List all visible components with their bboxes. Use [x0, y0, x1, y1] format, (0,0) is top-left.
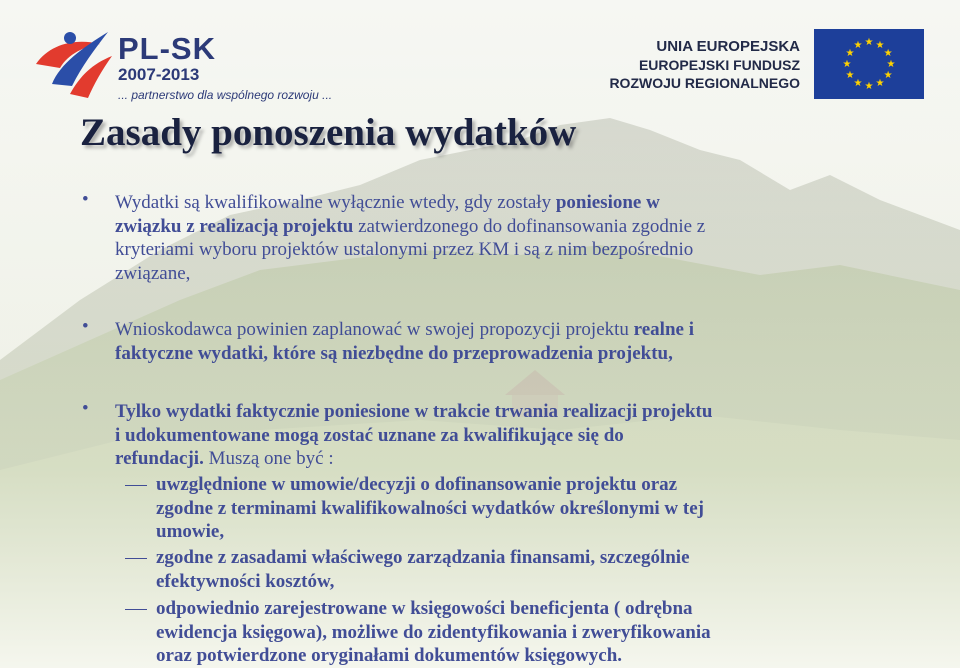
- logo-tagline: ... partnerstwo dla wspólnego rozwoju ...: [118, 88, 333, 102]
- logo-title: PL-SK: [118, 31, 216, 66]
- dash-marker: [125, 609, 147, 610]
- bullet-dot: •: [82, 316, 89, 337]
- eu-star-icon: ★: [886, 59, 896, 70]
- bullet-3-text: Tylko wydatki faktycznie poniesione w trakcie trwania realizacji projektu i udokumentowane mogą zostać uznane za kwalifikujące się do refundacji. Muszą one być :: [115, 401, 713, 469]
- subitem-3: odpowiednio zarejestrowane w księgowości beneficjenta ( odrębna ewidencja księgowa), możliwe do zidentyfikowania i zweryfikowania oraz potwierdzone oryginałami dokumentów księgowych.: [156, 598, 711, 666]
- dash-marker: [125, 485, 147, 486]
- bullet-1-text: Wydatki są kwalifikowalne wyłącznie wtedy, gdy zostały poniesione w związku z realizacją projektu zatwierdzonego do dofinansowania zgodnie z kryteriami wyboru projektów ustalonymi przez KM i są z nim bezpośrednio związane,: [115, 192, 706, 284]
- eu-star-icon: ★: [883, 48, 893, 59]
- eu-star-icon: ★: [853, 78, 863, 90]
- eu-star-icon: ★: [845, 48, 855, 59]
- dash-marker: [125, 558, 147, 559]
- eu-star-icon: ★: [845, 70, 855, 81]
- eu-star-icon: ★: [864, 37, 874, 48]
- eu-star-icon: ★: [864, 81, 874, 92]
- eu-star-icon: ★: [883, 70, 893, 81]
- eu-line-3: ROZWOJU REGIONALNEGO: [609, 75, 800, 91]
- eu-line-2: EUROPEJSKI FUNDUSZ: [638, 57, 800, 73]
- slide-title: Zasady ponoszenia wydatków: [80, 111, 577, 154]
- eu-star-icon: ★: [875, 78, 885, 90]
- logo-years: 2007-2013: [118, 65, 200, 84]
- subitem-2: zgodne z zasadami właściwego zarządzania finansami, szczególnie efektywności kosztów,: [156, 547, 690, 592]
- bullet-dot: •: [82, 398, 89, 419]
- eu-line-1: UNIA EUROPEJSKA: [656, 38, 800, 55]
- bullet-2-text: Wnioskodawca powinien zaplanować w swojej propozycji projektu realne i faktyczne wydatki, które są niezbędne do przeprowadzenia projektu,: [115, 319, 694, 364]
- eu-star-icon: ★: [853, 39, 863, 51]
- bullet-dot: •: [82, 189, 89, 210]
- eu-star-icon: ★: [875, 39, 885, 51]
- subitem-1: uwzględnione w umowie/decyzji o dofinansowanie projektu oraz zgodne z terminami kwalifikowalności wydatków określonymi w tej umowie,: [156, 474, 704, 542]
- eu-star-icon: ★: [842, 59, 852, 70]
